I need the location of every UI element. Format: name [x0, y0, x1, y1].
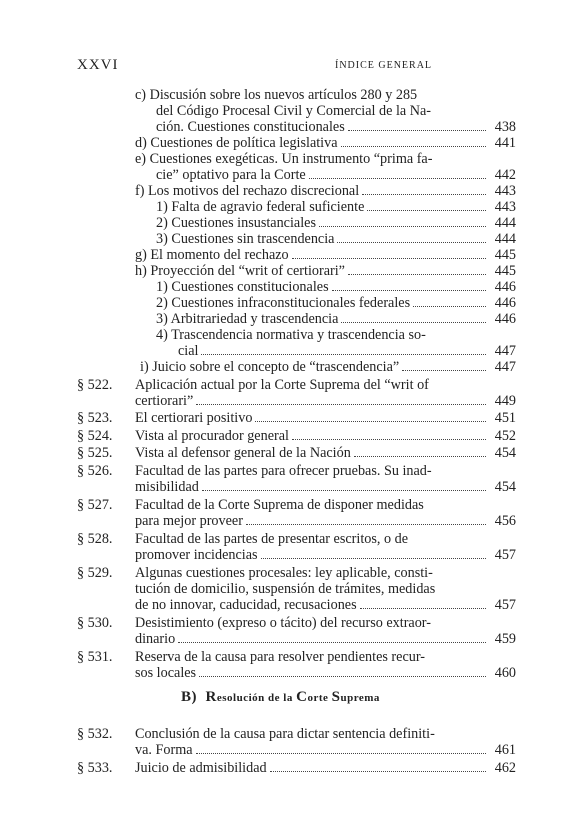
- section-number: § 526.: [77, 463, 113, 479]
- toc-entry-text: Reserva de la causa para resolver pendientes recur-: [135, 649, 426, 665]
- toc-entry[interactable]: 1) Falta de agravio federal suficiente 443: [156, 199, 516, 215]
- page-ref: 454: [494, 445, 516, 461]
- page-ref: 446: [494, 295, 516, 311]
- toc-entry-text: tución de domicilio, suspensión de trámites, medidas: [135, 581, 436, 597]
- toc-entry-text: del Código Procesal Civil y Comercial de la Na-: [156, 103, 432, 119]
- page-ref: 438: [494, 119, 516, 135]
- page-ref: 442: [494, 167, 516, 183]
- toc-entry[interactable]: dinario 459: [135, 631, 516, 647]
- section-number: § 527.: [77, 497, 113, 513]
- toc-entry-text: 4) Trascendencia normativa y trascendencia so-: [156, 327, 426, 343]
- toc-entry-text: Conclusión de la causa para dictar sentencia definiti-: [135, 726, 435, 742]
- page-ref: 459: [494, 631, 516, 647]
- toc-entry[interactable]: El certiorari positivo 451: [135, 410, 516, 426]
- section-number: § 532.: [77, 726, 113, 742]
- toc-entry[interactable]: ción. Cuestiones constitucionales 438: [156, 119, 516, 135]
- toc-entry-text: c) Discusión sobre los nuevos artículos 280 y 285: [135, 87, 418, 103]
- toc-entry[interactable]: 3) Cuestiones sin trascendencia 444: [156, 231, 516, 247]
- section-number: § 529.: [77, 565, 113, 581]
- running-title: ÍNDICE GENERAL: [335, 60, 433, 71]
- toc-entry[interactable]: promover incidencias 457: [135, 547, 516, 563]
- toc-entry[interactable]: misibilidad 454: [135, 479, 516, 495]
- section-heading: B) Resolución de la Corte Suprema: [181, 689, 380, 705]
- toc-entry[interactable]: f) Los motivos del rechazo discrecional 443: [135, 183, 516, 199]
- page-ref: 454: [494, 479, 516, 495]
- toc-entry[interactable]: 3) Arbitrariedad y trascendencia 446: [156, 311, 516, 327]
- toc-entry-text: Desistimiento (expreso o tácito) del recurso extraor-: [135, 615, 431, 631]
- toc-entry[interactable]: para mejor proveer 456: [135, 513, 516, 529]
- toc-entry[interactable]: sos locales 460: [135, 665, 516, 681]
- page-ref: 441: [494, 135, 516, 151]
- page-ref: 446: [494, 279, 516, 295]
- toc-entry[interactable]: cie” optativo para la Corte 442: [156, 167, 516, 183]
- toc-entry[interactable]: va. Forma 461: [135, 742, 516, 758]
- page-ref: 446: [494, 311, 516, 327]
- toc-entry[interactable]: g) El momento del rechazo 445: [135, 247, 516, 263]
- toc-entry[interactable]: 1) Cuestiones constitucionales 446: [156, 279, 516, 295]
- toc-entry-text: Facultad de la Corte Suprema de disponer medidas: [135, 497, 424, 513]
- toc-entry-text: Facultad de las partes para ofrecer pruebas. Su inad-: [135, 463, 432, 479]
- page-ref: 462: [494, 760, 516, 776]
- page-ref: 445: [494, 247, 516, 263]
- page-ref: 452: [494, 428, 516, 444]
- toc-entry[interactable]: 2) Cuestiones insustanciales 444: [156, 215, 516, 231]
- toc-entry[interactable]: i) Juicio sobre el concepto de “trascendencia” 447: [140, 359, 516, 375]
- page-ref: 449: [494, 393, 516, 409]
- page-ref: 460: [494, 665, 516, 681]
- toc-entry[interactable]: Vista al procurador general 452: [135, 428, 516, 444]
- page-ref: 447: [494, 359, 516, 375]
- toc-entry[interactable]: d) Cuestiones de política legislativa 441: [135, 135, 516, 151]
- toc-entry-text: e) Cuestiones exegéticas. Un instrumento “prima fa-: [135, 151, 433, 167]
- toc-entry-text: Aplicación actual por la Corte Suprema del “writ of: [135, 377, 429, 393]
- toc-entry[interactable]: Juicio de admisibilidad 462: [135, 760, 516, 776]
- toc-entry-text: Algunas cuestiones procesales: ley aplicable, consti-: [135, 565, 433, 581]
- page-ref: 451: [494, 410, 516, 426]
- section-number: § 523.: [77, 410, 113, 426]
- toc-entry[interactable]: certiorari” 449: [135, 393, 516, 409]
- page-ref: 444: [494, 215, 516, 231]
- toc-entry[interactable]: cial 447: [178, 343, 516, 359]
- page-ref: 457: [494, 597, 516, 613]
- section-number: § 533.: [77, 760, 113, 776]
- section-number: § 525.: [77, 445, 113, 461]
- page-ref: 445: [494, 263, 516, 279]
- page-number: XXVI: [77, 57, 119, 73]
- toc-entry-text: Facultad de las partes de presentar escritos, o de: [135, 531, 409, 547]
- page-ref: 456: [494, 513, 516, 529]
- toc-entry[interactable]: 2) Cuestiones infraconstitucionales federales 446: [156, 295, 516, 311]
- section-number: § 530.: [77, 615, 113, 631]
- toc-entry[interactable]: Vista al defensor general de la Nación 454: [135, 445, 516, 461]
- page-ref: 457: [494, 547, 516, 563]
- section-number: § 524.: [77, 428, 113, 444]
- toc-entry[interactable]: h) Proyección del “writ of certiorari” 445: [135, 263, 516, 279]
- page-header: [77, 57, 517, 77]
- section-number: § 531.: [77, 649, 113, 665]
- section-number: § 528.: [77, 531, 113, 547]
- toc-entry[interactable]: de no innovar, caducidad, recusaciones 457: [135, 597, 516, 613]
- section-number: § 522.: [77, 377, 113, 393]
- page-ref: 444: [494, 231, 516, 247]
- page-ref: 443: [494, 199, 516, 215]
- page-ref: 447: [494, 343, 516, 359]
- page-ref: 443: [494, 183, 516, 199]
- page-ref: 461: [494, 742, 516, 758]
